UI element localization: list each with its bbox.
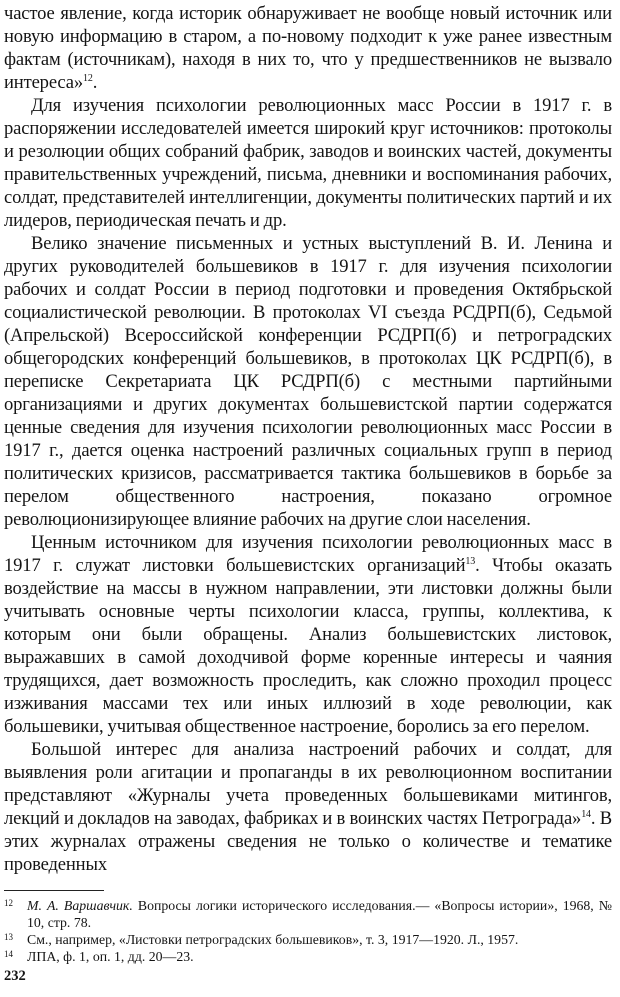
footnote-divider — [4, 890, 104, 891]
paragraph-4-text-b: . Чтобы оказать воздействие на массы в нужном направлении, эти листовки должны были учитывать основные черты психологии класса, группы, коллектива, к которым они были обращены. Анализ большевистских листовок, выражавших в самой доходчивой форме коренные интересы и чаяния трудящихся, дает возможность проследить, как сложно проходил процесс изживания массами тех или иных иллюзий в ходе революции, как большевики, учитывая общественное настроение, боролись за его перелом. — [4, 555, 613, 737]
footnote-12 — [4, 897, 612, 931]
paragraph-4-text-a: Ценным источником для изучения психологии революционных масс в 1917 г. служат листовки большевистских организаций — [4, 532, 612, 576]
footnote-ref-12[interactable]: 12 — [82, 73, 93, 84]
footnote-text: ЛПА, ф. 1, оп. 1, дд. 20—23. — [27, 949, 194, 964]
paragraph-5-text-b: . В этих журналах отражены сведения не только о количестве и тематике проведенных — [4, 808, 612, 875]
paragraph-3: Велико значение письменных и устных выступлений В. И. Ленина и других руководителей большевиков в 1917 г. для изучения психологии рабочих и солдат России в период подготовки и проведения Октябрьской социалистической революции. В протоколах VI съезда РСДРП(б), Седьмой (Апрельской) Всероссийской конференции РСДРП(б) и петроградских общегородских конференций большевиков, в протоколах ЦК РСДРП(б), в переписке Секретариата ЦК РСДРП(б) с местными партийными организациями и других документах большевистской партии содержатся ценные сведения для изучения психологии революционных масс России в 1917 г., дается оценка настроений различных социальных групп в период политических кризисов, рассматривается тактика большевиков в борьбе за перелом общественного настроения, показано огромное революционизирующее влияние рабочих на другие слои населения. — [4, 233, 612, 530]
footnote-ref-14[interactable]: 14 — [581, 809, 591, 820]
paragraph-1: частое явление, когда историк обнаруживает не вообще новый источник или новую информацию в старом, а по-новому подходит к уже ранее известным фактам (источникам), находя в них то, что у предшественников не вызвало интереса»$^{12}$. — [4, 3, 612, 93]
footnote-number: 14 — [4, 949, 13, 959]
footnote-13 — [4, 931, 612, 948]
paragraph-5 — [4, 738, 612, 876]
footnote-author: М. А. Варшавчик. — [27, 898, 133, 913]
footnote-ref-13[interactable]: 13 — [465, 556, 476, 567]
page-number: 232 — [4, 968, 26, 984]
footnote-number: 12 — [4, 898, 13, 908]
footnote-text: См., например, «Листовки петроградских большевиков», т. 3, 1917—1920. Л., 1957. — [27, 932, 519, 947]
main-text — [4, 2, 612, 876]
paragraph-4 — [4, 531, 612, 738]
footnotes — [4, 897, 612, 965]
footnote-14 — [4, 948, 612, 965]
paragraph-5-text-a: Большой интерес для анализа настроений рабочих и солдат, для выявления роли агитации и пропаганды в их революционном воспитании представляют «Журналы учета проведенных большевиками митингов, лекций и докладов на заводах, фабриках и в воинских частях Петрограда» — [4, 739, 612, 829]
paragraph-1-text: частое явление, когда историк обнаруживает не вообще новый источник или новую информацию в старом, а по-новому подходит к уже ранее известным фактам (источникам), находя в них то, что у предшественников не вызвало интереса» — [4, 3, 612, 93]
footnote-number: 13 — [4, 932, 13, 942]
footnote-text: Вопросы логики исторического исследования.— «Вопросы истории», 1968, № 10, стр. 78. — [27, 898, 612, 930]
paragraph-2: Для изучения психологии революционных масс России в 1917 г. в распоряжении исследователей имеется широкий круг источников: протоколы и резолюции общих собраний фабрик, заводов и воинских частей, документы правительственных учреждений, письма, дневники и воспоминания рабочих, солдат, представителей интеллигенции, документы политических партий и их лидеров, периодическая печать и др. — [4, 95, 612, 231]
